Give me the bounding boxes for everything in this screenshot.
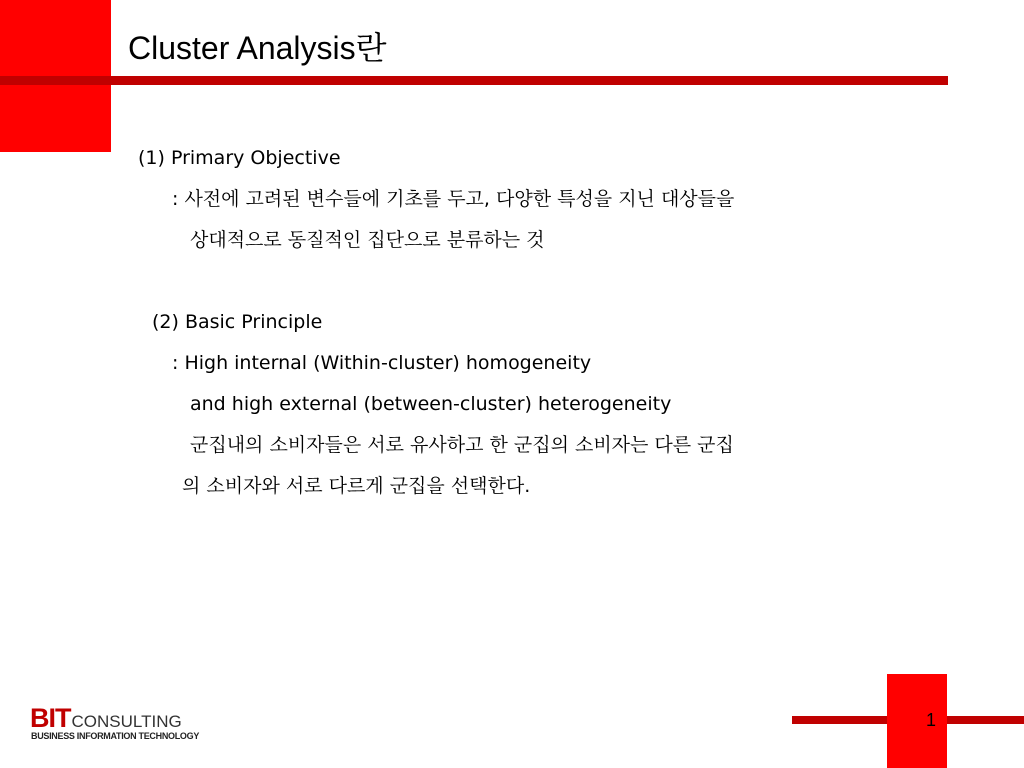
bit-consulting-logo xyxy=(30,703,200,745)
objective-text-line-2: 상대적으로 동질적인 집단으로 분류하는 것 xyxy=(190,229,545,251)
objective-text-line-1: : 사전에 고려된 변수들에 기초를 두고, 다양한 특성을 지닌 대상들을 xyxy=(172,188,735,210)
objective-heading: (1) Primary Objective xyxy=(138,147,341,169)
principle-text-line-3: 군집내의 소비자들은 서로 유사하고 한 군집의 소비자는 다른 군집 xyxy=(190,434,734,456)
principle-text-line-1: : High internal (Within-cluster) homogeneity xyxy=(172,352,592,374)
page-number-block xyxy=(887,674,947,768)
slide-title: Cluster Analysis란 xyxy=(128,30,387,66)
logo-bit-text: BIT xyxy=(30,703,71,733)
principle-text-line-2: and high external (between-cluster) heterogeneity xyxy=(190,393,672,415)
principle-text-line-4: 의 소비자와 서로 다르게 군집을 선택한다. xyxy=(182,475,531,497)
title-underline-rule xyxy=(0,76,948,85)
page-number: 1 xyxy=(926,710,937,730)
logo-tagline: BUSINESS INFORMATION TECHNOLOGY xyxy=(31,731,200,741)
principle-heading: (2) Basic Principle xyxy=(152,311,323,333)
logo-consulting-text: CONSULTING xyxy=(71,712,182,731)
logo-wordmark xyxy=(30,703,182,734)
